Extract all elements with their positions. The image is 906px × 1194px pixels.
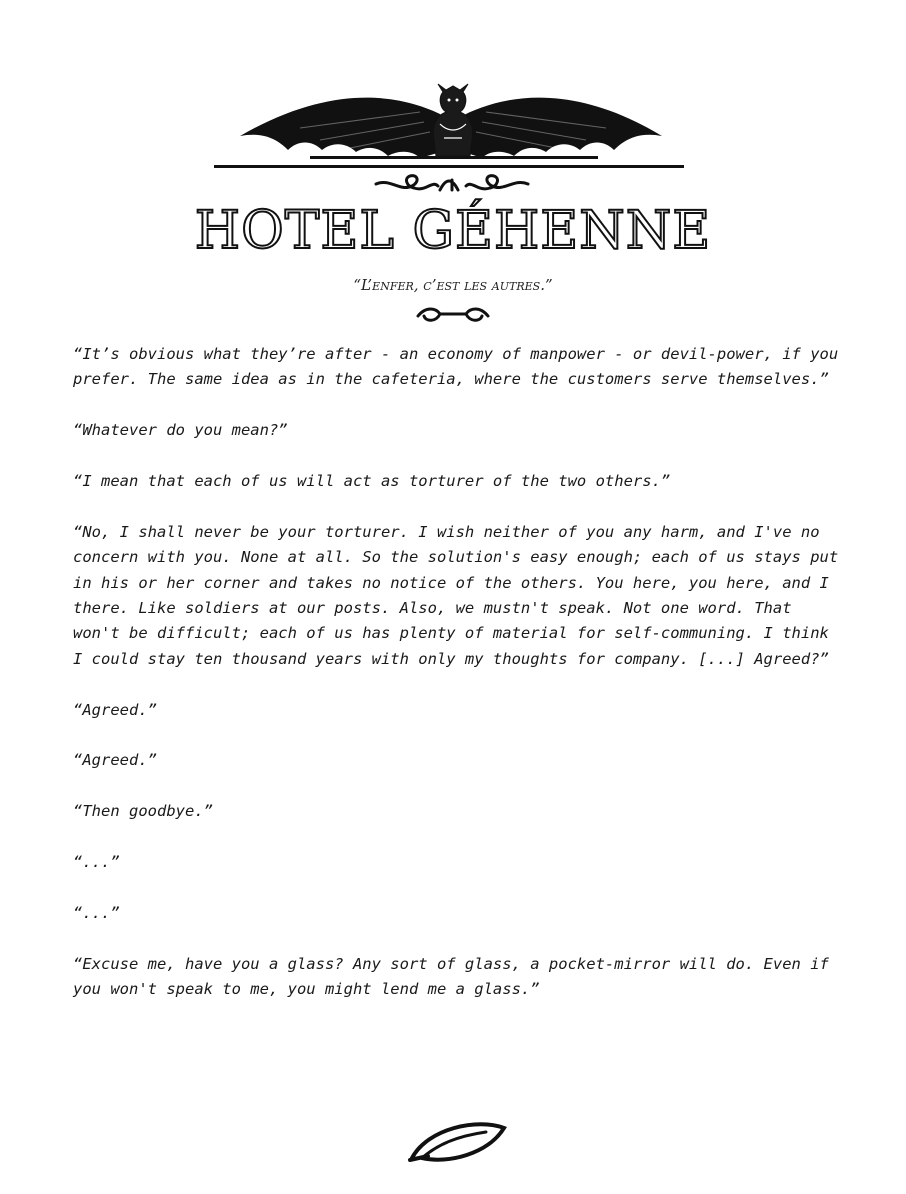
paragraph: “No, I shall never be your torturer. I wish neither of you any harm, and I've no concern with you. None at all. So the solution's easy enough; each of us stays put in his or her corner and takes no notice of the others. You here, you here, and I there. Like soldiers at our posts. Also, we mustn't speak. Not one word. That won't be difficult; each of us has plenty of material for self-communing. I think I could stay ten thousand years with only my thoughts for company. [...] Agreed?” [73,522,839,668]
paragraph: “It’s obvious what they’re after - an economy of manpower - or devil-power, if you prefer. The same idea as in the cafeteria, where the customers serve themselves.” [73,345,839,389]
paragraph: “Whatever do you mean?” [73,421,288,440]
paragraph: “Agreed.” [73,700,157,719]
paragraph: “Excuse me, have you a glass? Any sort of glass, a pocket-mirror will do. Even if you won't speak to me, you might lend me a glass.” [73,954,829,999]
page-subtitle: “L’enfer, c’est les autres.” [353,276,553,294]
paragraph: “...” [73,853,120,872]
paragraph: “...” [73,903,120,922]
paragraph: “Agreed.” [73,751,157,770]
paragraph: “I mean that each of us will act as torturer of the two others.” [73,472,671,490]
leaf-icon [408,1118,508,1166]
ornamental-scroll-icon [376,176,528,190]
page-title: HOTEL GÉHENNE [194,201,712,261]
paragraph: “Then goodbye.” [73,802,213,821]
page-header [0,0,906,330]
dialogue-text [73,342,843,1028]
